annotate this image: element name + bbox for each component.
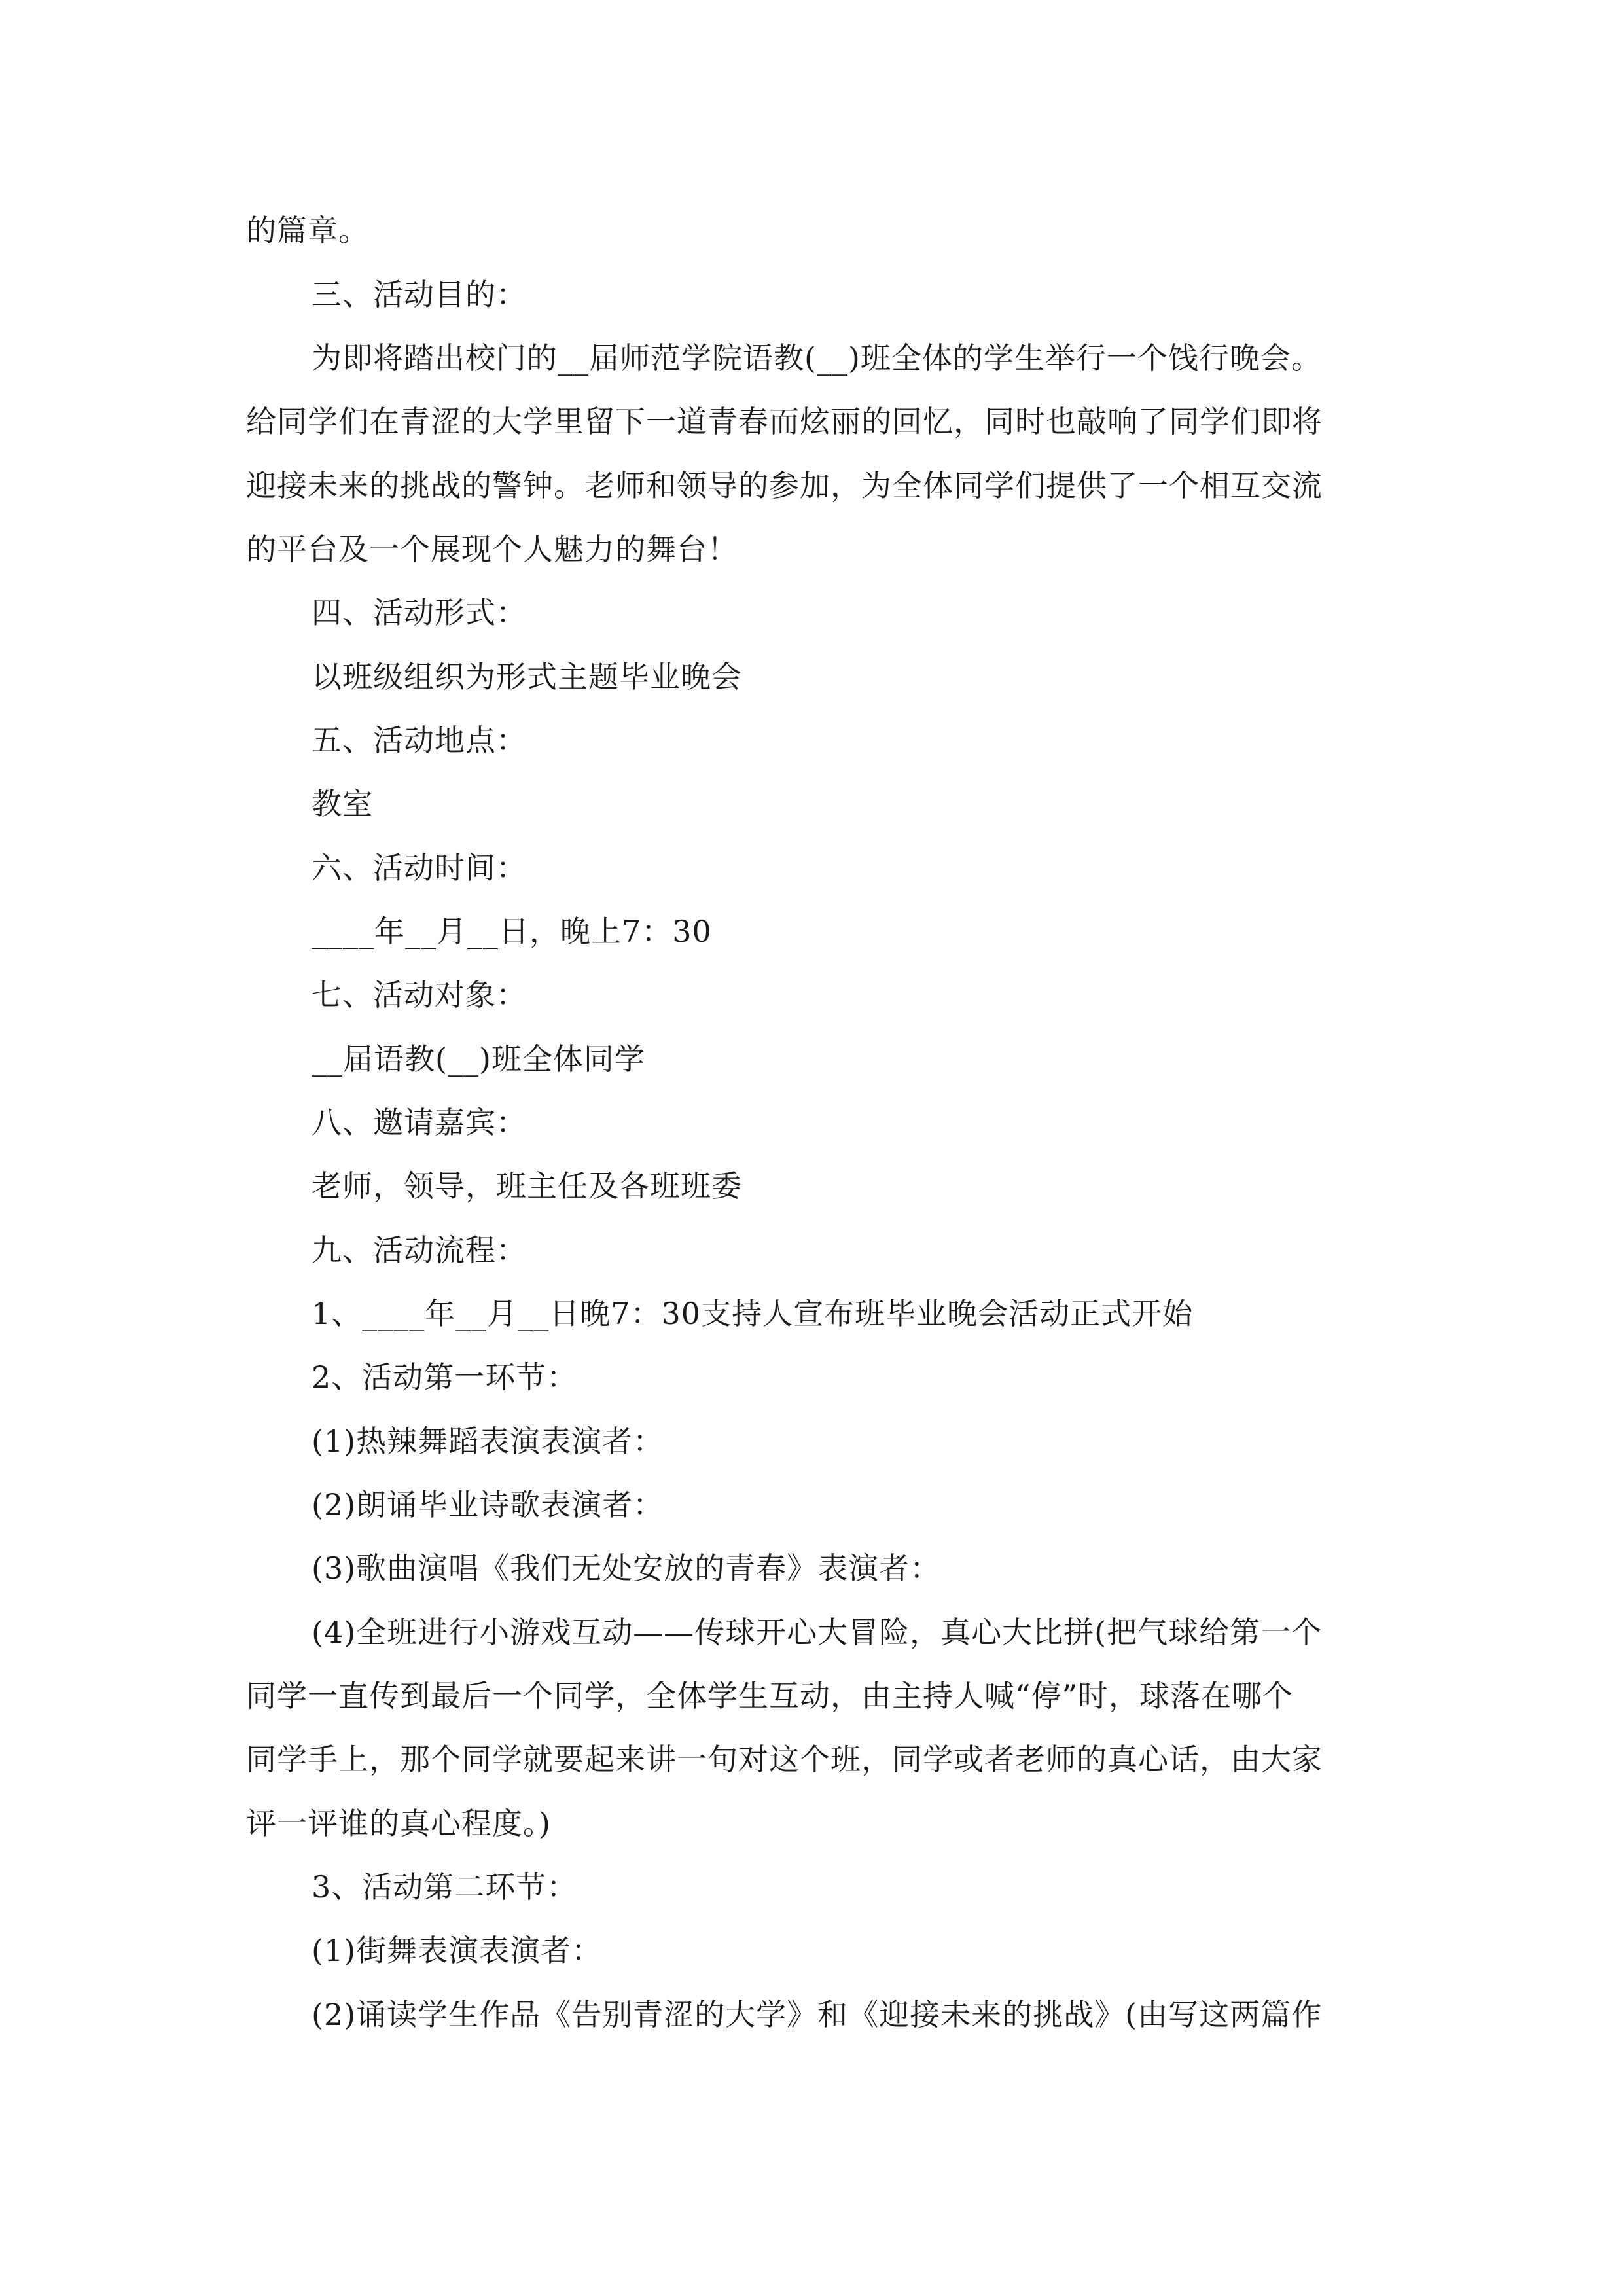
section-heading-purpose: 三、活动目的： <box>312 277 527 312</box>
procedure-step: 2、活动第一环节： <box>312 1359 578 1395</box>
procedure-step: 1、____年__月__日晚7：30支持人宣布班毕业晚会活动正式开始 <box>312 1296 1194 1331</box>
paragraph-line: 为即将踏出校门的__届师范学院语教(__)班全体的学生举行一个饯行晚会。 <box>312 340 1322 376</box>
text-line-continuation: 的篇章。 <box>246 213 369 248</box>
section-heading-audience: 七、活动对象： <box>312 977 527 1013</box>
procedure-item: (2)诵读学生作品《告别青涩的大学》和《迎接未来的挑战》(由写这两篇作 <box>312 1997 1323 2032</box>
paragraph-line: 迎接未来的挑战的警钟。老师和领导的参加，为全体同学们提供了一个相互交流 <box>246 468 1323 503</box>
section-body-audience: __届语教(__)班全体同学 <box>312 1041 645 1077</box>
procedure-item: (4)全班进行小游戏互动——传球开心大冒险，真心大比拼(把气球给第一个 <box>312 1615 1323 1650</box>
section-body-time: ____年__月__日，晚上7：30 <box>312 914 712 949</box>
section-body-location: 教室 <box>312 786 373 821</box>
procedure-item: (2)朗诵毕业诗歌表演者： <box>312 1487 664 1522</box>
section-heading-form: 四、活动形式： <box>312 595 527 630</box>
procedure-item: (1)街舞表演表演者： <box>312 1933 603 1968</box>
procedure-step: 3、活动第二环节： <box>312 1869 578 1905</box>
section-heading-guests: 八、邀请嘉宾： <box>312 1105 527 1140</box>
section-heading-location: 五、活动地点： <box>312 723 527 758</box>
paragraph-line: 给同学们在青涩的大学里留下一道青春而炫丽的回忆，同时也敲响了同学们即将 <box>246 404 1323 439</box>
section-heading-procedure: 九、活动流程： <box>312 1232 527 1268</box>
procedure-item: (3)歌曲演唱《我们无处安放的青春》表演者： <box>312 1551 941 1586</box>
paragraph-line: 同学一直传到最后一个同学，全体学生互动，由主持人喊“停”时，球落在哪个 <box>246 1678 1294 1713</box>
section-body-form: 以班级组织为形式主题毕业晚会 <box>312 659 742 694</box>
paragraph-line: 评一评谁的真心程度。) <box>246 1806 551 1841</box>
paragraph-line: 的平台及一个展现个人魅力的舞台！ <box>246 531 738 567</box>
paragraph-line: 同学手上，那个同学就要起来讲一句对这个班，同学或者老师的真心话，由大家 <box>246 1742 1323 1777</box>
procedure-item: (1)热辣舞蹈表演表演者： <box>312 1424 664 1459</box>
section-body-guests: 老师，领导，班主任及各班班委 <box>312 1168 742 1204</box>
section-heading-time: 六、活动时间： <box>312 850 527 886</box>
